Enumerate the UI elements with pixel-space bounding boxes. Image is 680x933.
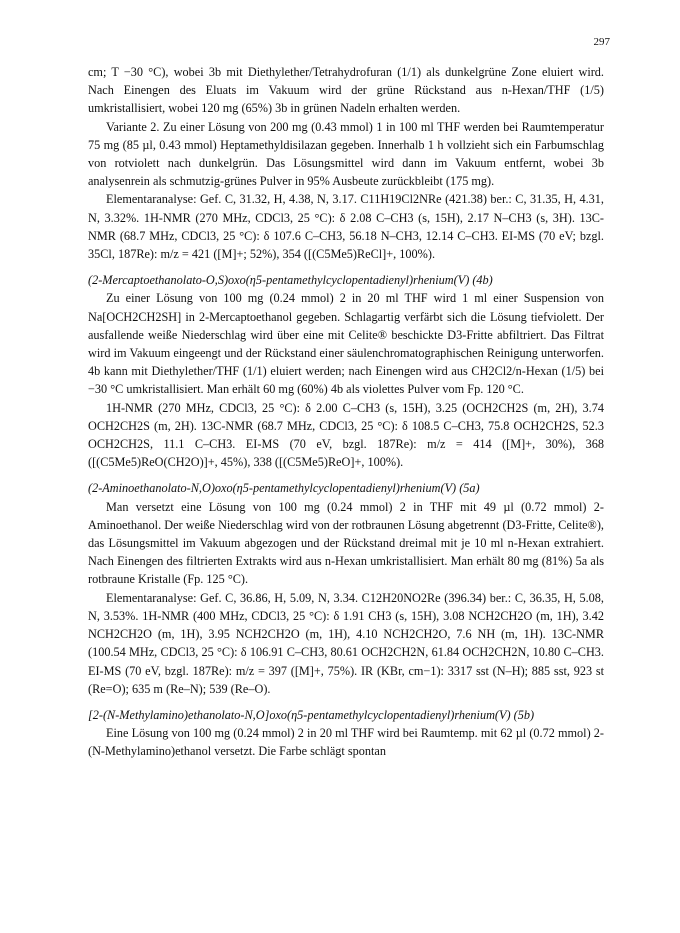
paragraph: 1H-NMR (270 MHz, CDCl3, 25 °C): δ 2.00 C–CH3 (s, 15H), 3.25 (OCH2CH2S (m, 2H), 3.74 OCH2CH2S (m, 2H). 13C-NMR (68.7 MHz, CDCl3, 25 °C): δ 108.5 C–CH3, 75.8 OCH2CH2S, 52.3 OCH2CH2S, 11.1 C–CH3. EI-MS (70 eV, bzgl. 187Re): m/z = 414 ([M]+, 30%), 368 ([(C5Me5)ReO(CH2O)]+, 45%), 338 ([(C5Me5)ReO]+, 100%). — [88, 400, 604, 470]
paragraph: cm; T −30 °C), wobei 3b mit Diethylether/Tetrahydrofuran (1/1) als dunkelgrüne Zone eluiert wird. Nach Einengen des Eluats im Vakuum wird der grüne Rückstand aus n-Hexan/THF (1/5) umkristallisiert, wobei 120 mg (65%) 3b in grünen Nadeln erhalten werden. — [88, 65, 604, 116]
section-heading: (2-Mercaptoethanolato-O,S)oxo(η5-pentamethylcyclopentadienyl)rhenium(V) (4b) — [88, 273, 493, 288]
section-heading: [2-(N-Methylamino)ethanolato-N,O]oxo(η5-pentamethylcyclopentadienyl)rhenium(V) (5b) — [88, 707, 535, 722]
paragraph: Man versetzt eine Lösung von 100 mg (0.24 mmol) 2 in THF mit 49 µl (0.72 mmol) 2-Aminoethanol. Der weiße Niederschlag wird von der rotbraunen Lösung abgetrennt (D3-Fritte, Celite®), das Lösungsmittel im Vakuum abgezogen und der Rückstand dreimal mit je 10 ml n-Hexan extrahiert. Nach Einengen des filtrierten Extrakts wird aus n-Hexan umkristallisiert. Man erhält 80 mg (81%) 5a als rotbraune Kristalle (Fp. 125 °C). — [88, 499, 604, 587]
body-text — [88, 63, 604, 761]
paragraph: Elementaranalyse: Gef. C, 31.32, H, 4.38, N, 3.17. C11H19Cl2NRe (421.38) ber.: C, 31.35, H, 4.31, N, 3.32%. 1H-NMR (270 MHz, CDCl3, 25 °C): δ 2.08 C–CH3 (s, 15H), 2.17 N–CH3 (s, 3H). 13C-NMR (68.7 MHz, CDCl3, 25 °C): δ 107.6 C–CH3, 56.18 N–CH3, 12.14 C–CH3. EI-MS (70 eV; bzgl. 35Cl, 187Re): m/z = 421 ([M]+; 52%), 354 ([(C5Me5)ReCl]+, 100%). — [88, 192, 604, 262]
paragraph: Eine Lösung von 100 mg (0.24 mmol) 2 in 20 ml THF wird bei Raumtemp. mit 62 µl (0.72 mmol) 2-(N-Methylamino)ethanol versetzt. Die Farbe schlägt spontan — [88, 726, 604, 759]
paragraph: Zu einer Lösung von 100 mg (0.24 mmol) 2 in 20 ml THF wird 1 ml einer Suspension von Na[OCH2CH2SH] in 2-Mercaptoethanol gegeben. Schlagartig verfärbt sich die Lösung tiefviolett. Der ausfallende weiße Niederschlag wird über eine mit Celite® beschickte D3-Fritte abfiltriert. Das Filtrat wird im Vakuum eingeengt und der Rückstand einer säulenchromatographischen Reinigung unterworfen. 4b kann mit Diethylether/THF (1/1) eluiert werden; nach Einengen wird aus CH2Cl2/n-Hexan (1/5) bei −30 °C umkristallisiert. Man erhält 60 mg (60%) 4b als violettes Pulver vom Fp. 120 °C. — [88, 291, 604, 397]
section-heading: (2-Aminoethanolato-N,O)oxo(η5-pentamethylcyclopentadienyl)rhenium(V) (5a) — [88, 481, 480, 496]
paragraph: Variante 2. Zu einer Lösung von 200 mg (0.43 mmol) 1 in 100 ml THF werden bei Raumtemperatur 75 mg (85 µl, 0.43 mmol) Heptamethyldisilazan gegeben. Innerhalb 1 h vollzieht sich ein Farbumschlag von rotviolett nach dunkelgrün. Das Lösungsmittel wird dann im Vakuum entfernt, wobei 3b analysenrein als schmutzig-grünes Pulver in 95% Ausbeute zurückbleibt (175 mg). — [88, 119, 604, 189]
page-number: 297 — [593, 36, 610, 48]
paragraph: Elementaranalyse: Gef. C, 36.86, H, 5.09, N, 3.34. C12H20NO2Re (396.34) ber.: C, 36.35, H, 5.08, N, 3.53%. 1H-NMR (400 MHz, CDCl3, 25 °C): δ 1.91 CH3 (s, 15H), 3.08 NCH2CH2O (m, 1H), 3.42 NCH2CH2O (m, 1H), 3.95 NCH2CH2O (m, 1H), 4.10 NCH2CH2O, 7.6 NH (m, 1H). 13C-NMR (100.54 MHz, CDCl3, 25 °C): δ 106.91 C–CH3, 80.61 OCH2CH2N, 61.84 OCH2CH2N, 10.80 C–CH3. EI-MS (70 eV, bzgl. 187Re): m/z = 397 ([M]+, 75%). IR (KBr, cm−1): 3317 sst (N–H); 885 sst, 923 st (Re=O); 635 m (Re–N); 539 (Re–O). — [88, 590, 604, 696]
